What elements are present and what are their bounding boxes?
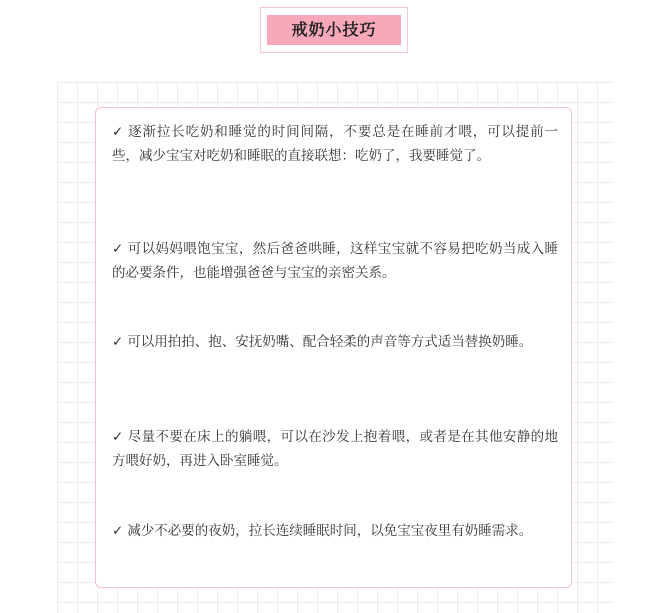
check-icon: ✓ <box>112 241 124 257</box>
title-frame <box>260 7 408 53</box>
tip-item <box>112 425 558 473</box>
tips-card <box>95 107 572 588</box>
check-icon: ✓ <box>112 429 124 445</box>
tip-text: 尽量不要在床上的躺喂，可以在沙发上抱着喂，或者是在其他安静的地方喂好奶，再进入卧室睡觉。 <box>112 429 559 469</box>
tip-item <box>112 519 558 543</box>
tip-text: 减少不必要的夜奶，拉长连续睡眠时间，以免宝宝夜里有奶睡需求。 <box>127 523 533 539</box>
page-title: 戒奶小技巧 <box>267 15 401 45</box>
tip-item <box>112 120 558 168</box>
check-icon: ✓ <box>112 124 125 140</box>
tip-item <box>112 330 558 354</box>
tip-text: 逐渐拉长吃奶和睡觉的时间间隔，不要总是在睡前才喂，可以提前一些，减少宝宝对吃奶和睡眠的直接联想：吃奶了，我要睡觉了。 <box>112 124 559 164</box>
check-icon: ✓ <box>112 523 124 539</box>
tip-text: 可以用拍拍、抱、安抚奶嘴、配合轻柔的声音等方式适当替换奶睡。 <box>127 334 533 350</box>
tip-item <box>112 237 558 285</box>
tip-text: 可以妈妈喂饱宝宝，然后爸爸哄睡，这样宝宝就不容易把吃奶当成入睡的必要条件，也能增强爸爸与宝宝的亲密关系。 <box>112 241 559 281</box>
check-icon: ✓ <box>112 334 124 350</box>
